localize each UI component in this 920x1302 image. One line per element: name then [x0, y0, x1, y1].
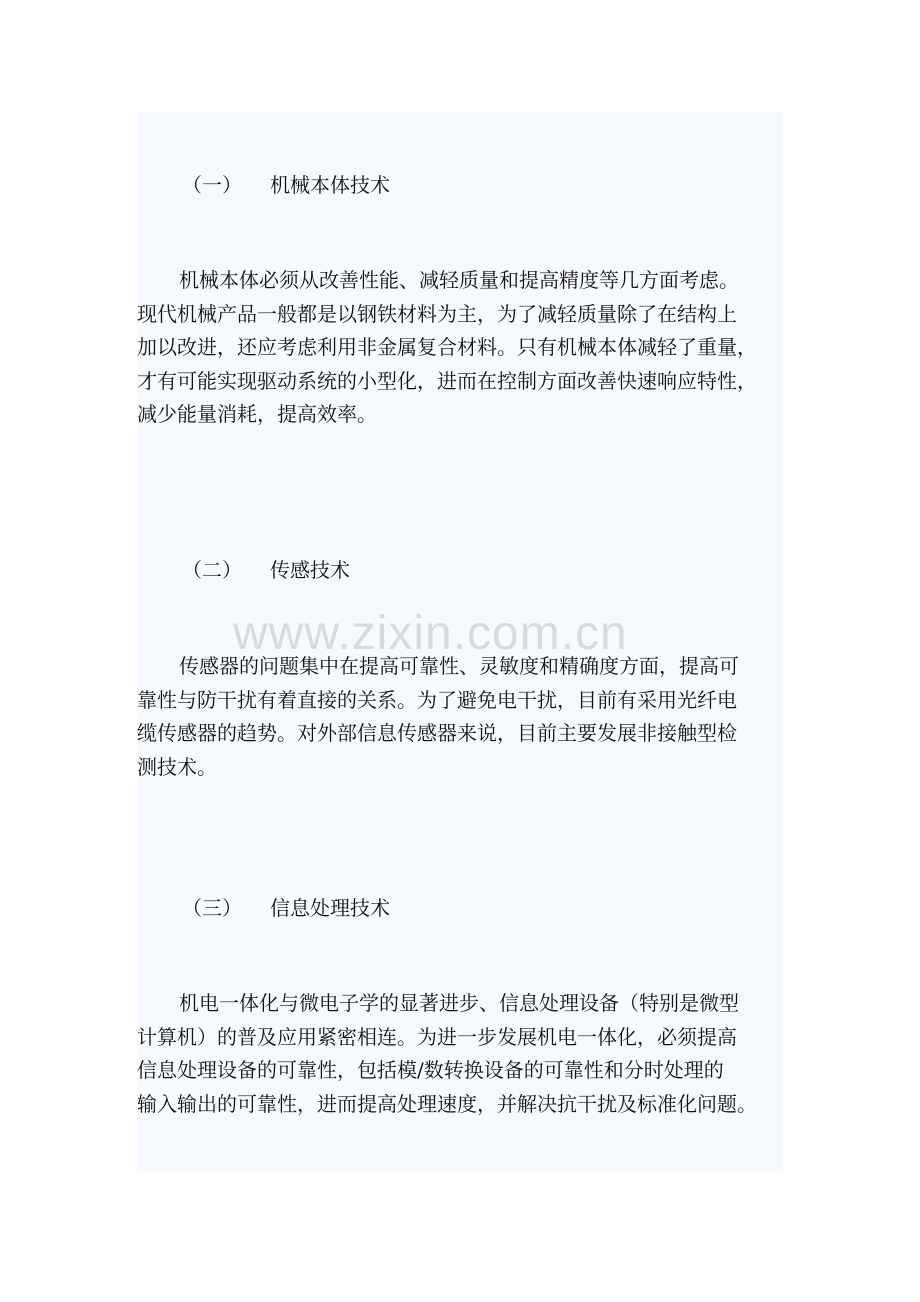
paragraph-line: 传感器的问题集中在提高可靠性、灵敏度和精确度方面，提高可	[179, 654, 739, 678]
document-page	[137, 112, 783, 1172]
paragraph-line: 信息处理设备的可靠性，包括模/数转换设备的可靠性和分时处理的	[137, 1058, 724, 1082]
section-number: （三）	[182, 896, 242, 920]
paragraph-line: 机械本体必须从改善性能、减轻质量和提高精度等几方面考虑。	[179, 268, 739, 292]
section-number: （二）	[182, 558, 242, 582]
section-title: 传感技术	[270, 558, 350, 582]
paragraph-line: 机电一体化与微电子学的显著进步、信息处理设备（特别是微型	[179, 991, 739, 1015]
paragraph-line: 计算机）的普及应用紧密相连。为进一步发展机电一体化，必须提高	[137, 1024, 737, 1049]
section-paragraph-2	[137, 650, 783, 784]
paragraph-line: 现代机械产品一般都是以钢铁材料为主，为了减轻质量除了在结构上	[137, 301, 737, 326]
section-paragraph-3	[137, 987, 783, 1121]
paragraph-line: 缆传感器的趋势。对外部信息传感器来说，目前主要发展非接触型检	[137, 721, 737, 745]
paragraph-line: 减少能量消耗，提高效率。	[137, 402, 377, 426]
paragraph-line: 加以改进，还应考虑利用非金属复合材料。只有机械本体减轻了重量，	[137, 335, 757, 359]
paragraph-line: 输入输出的可靠性，进而提高处理速度，并解决抗干扰及标准化问题。	[137, 1091, 757, 1116]
section-number: （一）	[182, 173, 242, 197]
section-title: 机械本体技术	[270, 173, 390, 197]
paragraph-line: 靠性与防干扰有着直接的关系。为了避免电干扰，目前有采用光纤电	[137, 687, 737, 712]
paragraph-line: 才有可能实现驱动系统的小型化，进而在控制方面改善快速响应特性，	[137, 368, 757, 393]
section-paragraph-1	[137, 264, 783, 432]
paragraph-line: 测技术。	[137, 754, 217, 779]
section-title: 信息处理技术	[270, 896, 390, 920]
